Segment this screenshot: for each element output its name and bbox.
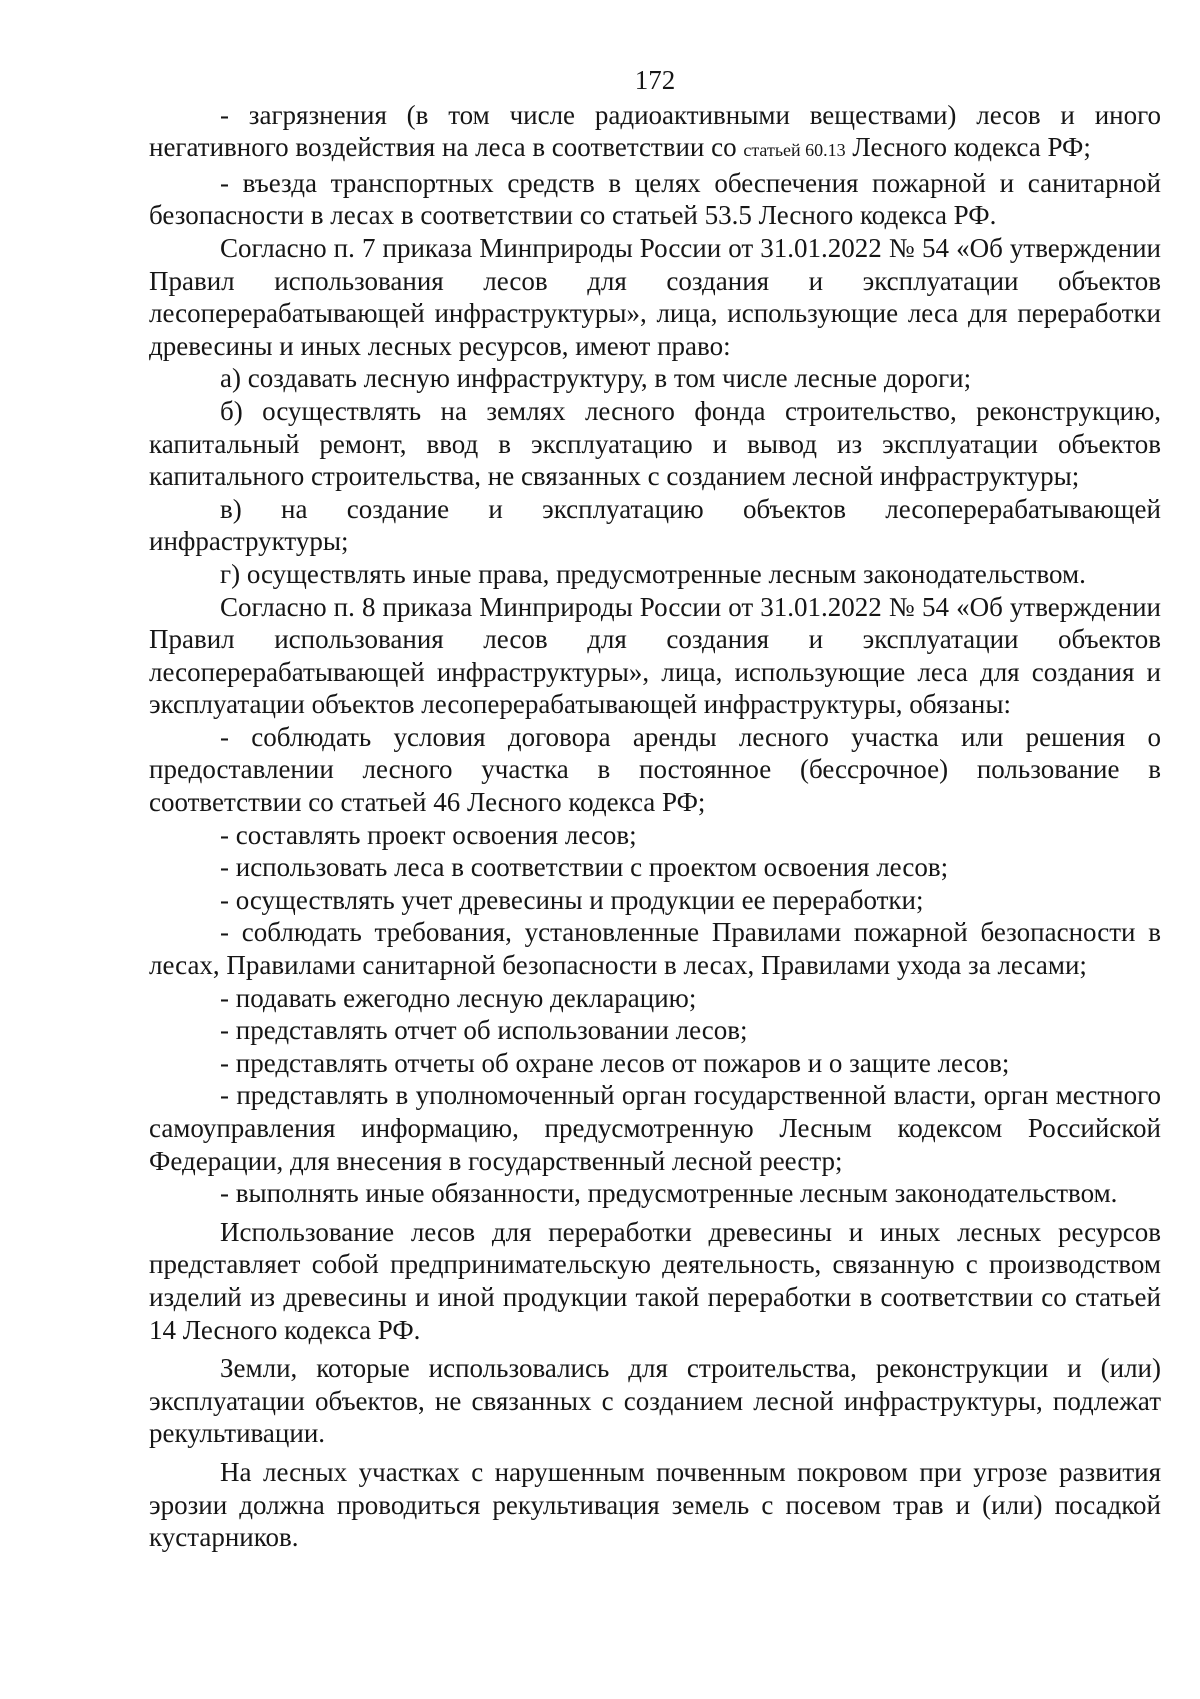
article-reference-small: статьей 60.13 <box>743 140 846 161</box>
list-item-right-b: б) осуществлять на землях лесного фонда строительство, реконструкцию, капитальный ремонт, ввод в эксплуатацию и вывод из эксплуатации объектов капитального строительства, не связанных с созданием лесной инфраструктуры; <box>149 395 1161 492</box>
paragraph-reclamation: Земли, которые использовались для строительства, реконструкции и (или) эксплуатации объектов, не связанных с созданием лесной инфраструктуры, подлежат рекультивации. <box>149 1353 1161 1449</box>
list-item-duty-rules: - соблюдать требования, установленные Правилами пожарной безопасности в лесах, Правилами санитарной безопасности в лесах, Правилами ухода за лесами; <box>149 917 1161 981</box>
list-item-duty-other: - выполнять иные обязанности, предусмотренные лесным законодательством. <box>220 1178 1118 1209</box>
list-item-duty-lease: - соблюдать условия договора аренды лесного участка или решения о предоставлении лесного участка в постоянное (бессрочное) пользование в соответствии со статьей 46 Лесного кодекса РФ; <box>149 721 1161 818</box>
list-item-duty-use: - использовать леса в соответствии с проектом освоения лесов; <box>220 852 949 883</box>
paragraph-pollution-text: - загрязнения (в том числе радиоактивными веществами) лесов и иного негативного воздействия на леса в соответствии со <box>149 99 1161 163</box>
paragraph-erosion: На лесных участках с нарушенным почвенным покровом при угрозе развития эрозии должна проводиться рекультивация земель с посевом трав и (или) посадкой кустарников. <box>149 1456 1161 1553</box>
list-item-right-d: г) осуществлять иные права, предусмотренные лесным законодательством. <box>220 558 1086 589</box>
page-number: 172 <box>634 65 676 95</box>
list-item-right-c: в) на создание и эксплуатацию объектов лесоперерабатывающей инфраструктуры; <box>149 493 1161 557</box>
list-item-duty-accounting: - осуществлять учет древесины и продукции ее переработки; <box>220 884 924 915</box>
list-item-duty-declaration: - подавать ежегодно лесную декларацию; <box>220 982 697 1013</box>
list-item-duty-protection-report: - представлять отчеты об охране лесов от пожаров и о защите лесов; <box>220 1047 1010 1078</box>
paragraph-pollution <box>149 99 1161 167</box>
paragraph-vehicle-entry: - въезда транспортных средств в целях обеспечения пожарной и санитарной безопасности в лесах в соответствии со статьей 53.5 Лесного кодекса РФ. <box>149 167 1161 231</box>
paragraph-order-clause-7: Согласно п. 7 приказа Минприроды России от 31.01.2022 № 54 «Об утверждении Правил использования лесов для создания и эксплуатации объектов лесоперерабатывающей инфраструктуры», лица, использующие леса для переработки древесины и иных лесных ресурсов, имеют право: <box>149 232 1161 361</box>
document-page <box>149 64 1161 1554</box>
paragraph-pollution-tail: Лесного кодекса РФ; <box>845 132 1091 163</box>
list-item-right-a: а) создавать лесную инфраструктуру, в том числе лесные дороги; <box>220 363 972 394</box>
paragraph-business-activity: Использование лесов для переработки древесины и иных лесных ресурсов представляет собой предпринимательскую деятельность, связанную с производством изделий из древесины и иной продукции такой переработки в соответствии со статьей 14 Лесного кодекса РФ. <box>149 1216 1161 1345</box>
list-item-duty-project: - составлять проект освоения лесов; <box>220 819 637 850</box>
paragraph-order-clause-8: Согласно п. 8 приказа Минприроды России от 31.01.2022 № 54 «Об утверждении Правил использования лесов для создания и эксплуатации объектов лесоперерабатывающей инфраструктуры», лица, использующие леса для создания и эксплуатации объектов лесоперерабатывающей инфраструктуры, обязаны: <box>149 591 1161 720</box>
list-item-duty-registry: - представлять в уполномоченный орган государственной власти, орган местного самоуправления информацию, предусмотренную Лесным кодексом Российской Федерации, для внесения в государственный лесной реестр; <box>149 1080 1161 1176</box>
list-item-duty-report: - представлять отчет об использовании лесов; <box>220 1015 748 1046</box>
